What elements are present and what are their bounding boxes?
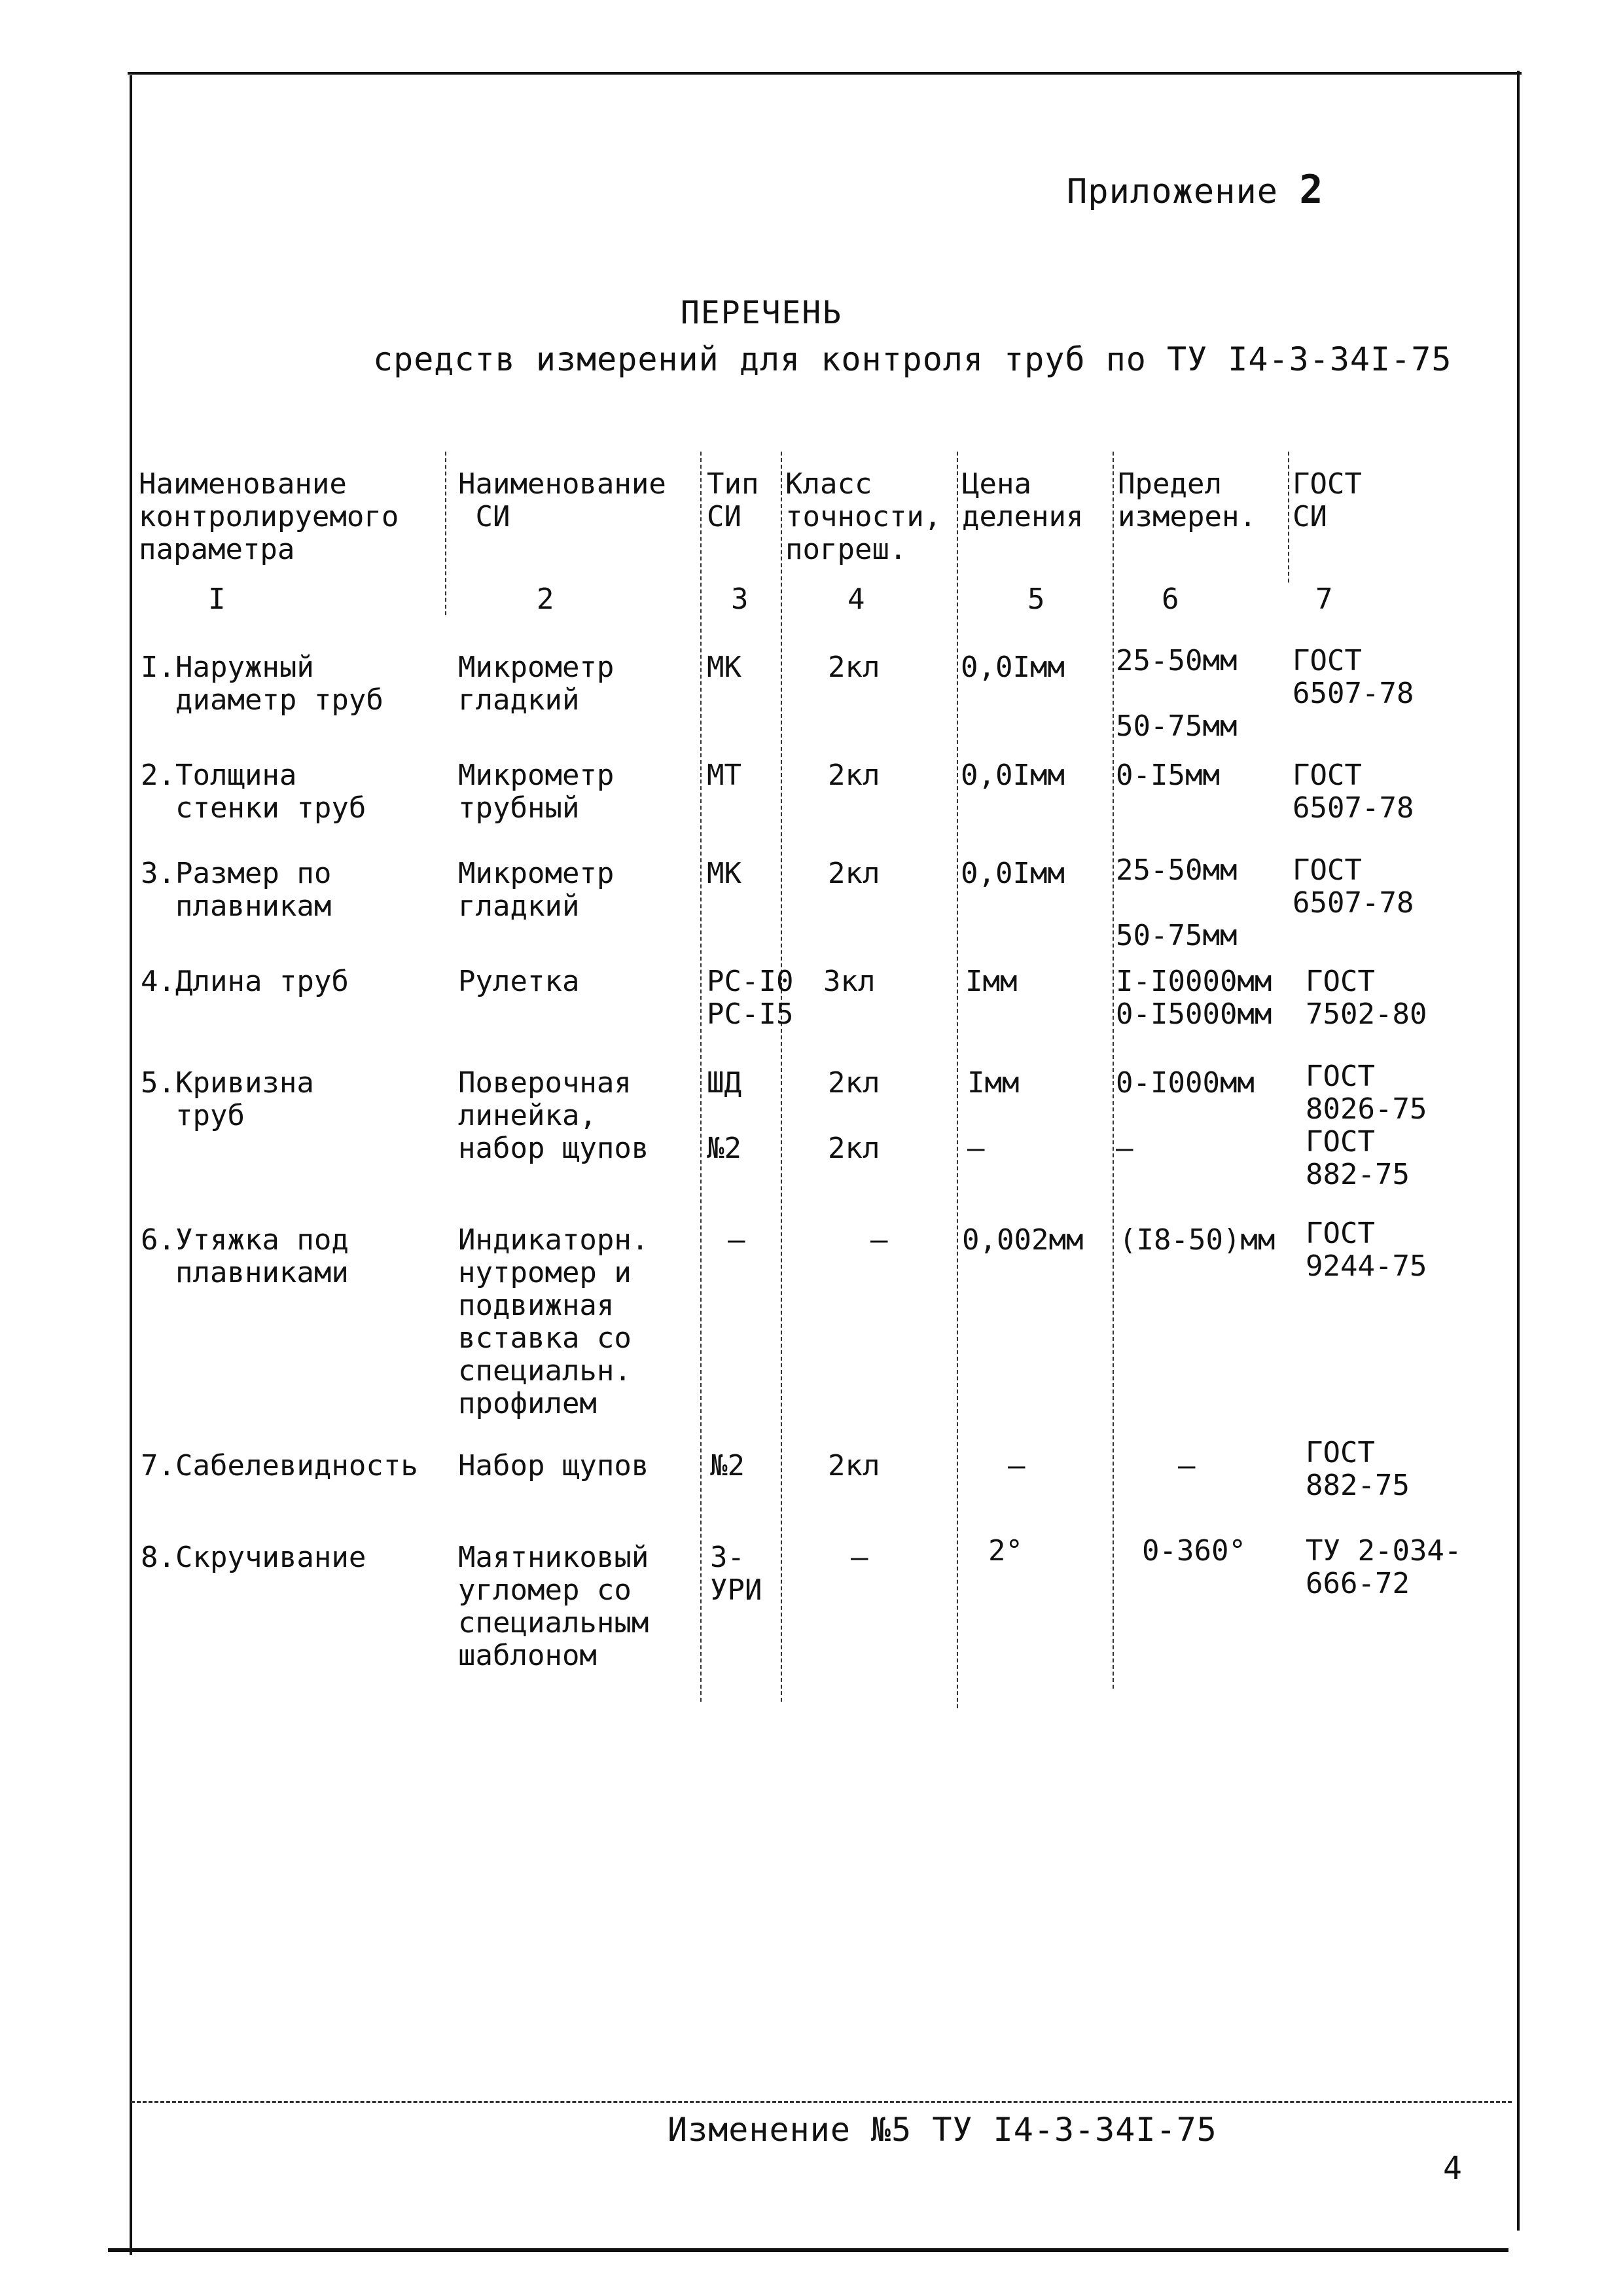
table-cell-param: 4.Длина труб	[141, 965, 349, 998]
column-header-gost: ГОСТ СИ	[1293, 467, 1362, 533]
column-header-type: Тип СИ	[707, 467, 759, 533]
table-cell-gost: ГОСТ 882-75	[1306, 1436, 1410, 1502]
frame-bottom-line	[108, 2248, 1508, 2252]
table-cell-instrument: Маятниковый угломер со специальным шаблоном	[458, 1541, 649, 1672]
table-cell-param: I.Наружный диаметр труб	[141, 651, 383, 717]
table-cell-type: МК	[707, 651, 741, 684]
table-cell-instrument: Микрометр гладкий	[458, 857, 615, 923]
column-number: 6	[1162, 583, 1179, 616]
table-cell-param: 6.Утяжка под плавниками	[141, 1223, 349, 1289]
table-cell-param: 2.Толщина стенки труб	[141, 759, 366, 825]
column-header-parameter: Наименование контролируемого параметра	[139, 467, 399, 566]
column-divider	[1288, 452, 1289, 583]
table-cell-gost: ГОСТ 9244-75	[1306, 1217, 1427, 1283]
column-divider	[781, 452, 782, 1702]
table-cell-type: РС-I0 РС-I5	[707, 965, 794, 1031]
table-cell-accuracy: 2кл	[828, 651, 880, 684]
table-cell-division: 0,0Iмм	[961, 651, 1065, 684]
footer-change-note: Изменение №5 ТУ I4-3-34I-75	[668, 2111, 1217, 2149]
table-cell-range: I-I0000мм 0-I5000мм	[1116, 965, 1272, 1031]
footer-separator-line	[131, 2101, 1512, 2103]
table-cell-instrument: Поверочная линейка, набор щупов	[458, 1066, 649, 1165]
column-divider	[700, 452, 702, 1702]
table-cell-division: 0,0Iмм	[961, 759, 1065, 792]
table-cell-gost: ТУ 2-034- 666-72	[1306, 1534, 1462, 1600]
table-cell-gost: ГОСТ 7502-80	[1306, 965, 1427, 1031]
table-cell-range: 25-50мм 50-75мм	[1116, 853, 1238, 952]
table-cell-param: 3.Размер по плавникам	[141, 857, 332, 923]
table-cell-gost: ГОСТ 6507-78	[1293, 759, 1414, 825]
document-subtitle: средств измерений для контроля труб по ТУ I4-3-34I-75	[373, 340, 1452, 378]
table-cell-range: 0-360°	[1142, 1534, 1246, 1568]
table-cell-accuracy: 2кл	[828, 759, 880, 792]
column-divider	[445, 452, 446, 615]
table-cell-param: 5.Кривизна труб	[141, 1066, 314, 1132]
table-cell-accuracy: 2кл 2кл	[828, 1066, 880, 1165]
frame-right-line	[1517, 71, 1520, 2231]
appendix-label-text: Приложение	[1067, 172, 1279, 211]
table-cell-gost: ГОСТ 6507-78	[1293, 644, 1414, 710]
column-divider	[1113, 452, 1114, 1689]
table-cell-division: 2°	[988, 1534, 1023, 1568]
table-cell-accuracy: 2кл	[828, 857, 880, 890]
table-cell-gost: ГОСТ 8026-75 ГОСТ 882-75	[1306, 1060, 1427, 1191]
table-cell-param: 7.Сабелевидность	[141, 1449, 418, 1482]
table-cell-instrument: Микрометр трубный	[458, 759, 615, 825]
table-cell-type: МТ	[707, 759, 741, 792]
column-number: 5	[1027, 583, 1045, 616]
table-cell-division: 0,0Iмм	[961, 857, 1065, 890]
table-cell-range: (I8-50)мм	[1119, 1223, 1275, 1257]
table-cell-gost: ГОСТ 6507-78	[1293, 853, 1414, 920]
column-header-division: Цена деления	[962, 467, 1084, 533]
column-number: 2	[537, 583, 554, 616]
frame-left-line	[130, 75, 132, 2255]
appendix-number: 2	[1299, 167, 1324, 213]
table-cell-accuracy: 2кл	[828, 1449, 880, 1482]
table-cell-range: 25-50мм 50-75мм	[1116, 644, 1238, 743]
document-title: ПЕРЕЧЕНЬ	[681, 295, 843, 331]
table-cell-type: МК	[707, 857, 741, 890]
table-cell-type: 3- УРИ	[710, 1541, 762, 1607]
table-cell-param: 8.Скручивание	[141, 1541, 366, 1574]
table-cell-instrument: Индикаторн. нутромер и подвижная вставка со специальн. профилем	[458, 1223, 649, 1420]
table-cell-instrument: Микрометр гладкий	[458, 651, 615, 717]
table-cell-type: ШД №2	[707, 1066, 741, 1165]
table-cell-division: Iмм –	[967, 1066, 1020, 1165]
table-cell-range: –	[1178, 1449, 1196, 1482]
page-number: 4	[1443, 2150, 1462, 2187]
table-cell-division: Iмм	[965, 965, 1018, 998]
table-cell-range: 0-I000мм –	[1116, 1066, 1255, 1165]
table-cell-accuracy: –	[851, 1541, 868, 1574]
column-number: 7	[1315, 583, 1333, 616]
table-cell-division: –	[1008, 1449, 1026, 1482]
table-cell-type: –	[728, 1223, 745, 1257]
table-cell-instrument: Рулетка	[458, 965, 580, 998]
table-cell-accuracy: 3кл	[823, 965, 876, 998]
column-header-accuracy: Класс точности, погреш.	[785, 467, 942, 566]
appendix-label	[1067, 167, 1324, 213]
column-number: I	[208, 583, 226, 616]
column-header-instrument: Наименование СИ	[458, 467, 666, 533]
table-cell-division: 0,002мм	[962, 1223, 1084, 1257]
column-number: 4	[847, 583, 865, 616]
table-cell-instrument: Набор щупов	[458, 1449, 649, 1482]
table-cell-range: 0-I5мм	[1116, 759, 1220, 792]
column-divider	[957, 452, 958, 1708]
column-number: 3	[731, 583, 749, 616]
table-cell-accuracy: –	[870, 1223, 888, 1257]
column-header-range: Предел измерен.	[1118, 467, 1257, 533]
frame-top-line	[128, 72, 1522, 75]
table-cell-type: №2	[710, 1449, 745, 1482]
